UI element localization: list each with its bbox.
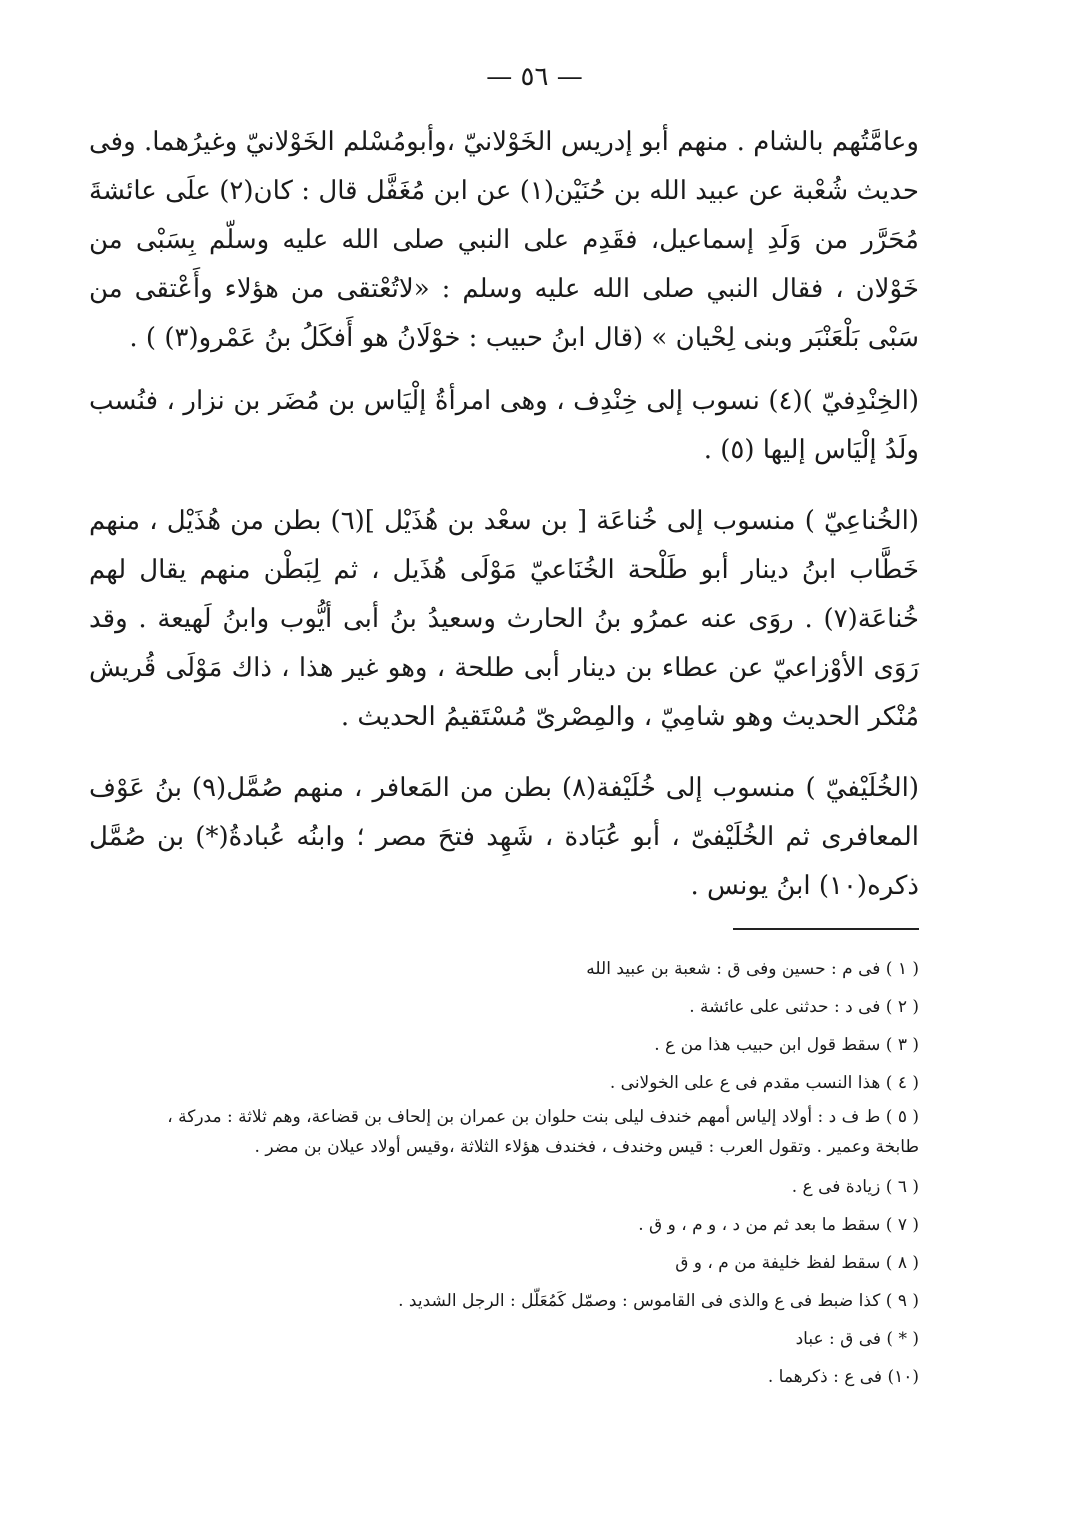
paragraph-khawlani: وعامَّتُهم بالشام . منهم أبو إدريس الخَوْلانيّ ،وأبومُسْلم الخَوْلانيّ وغيرُهما. وفى حديث شُعْبة عن عبيد الله بن حُنَيْن(١) عن ابن مُغَفَّل قال : كان(٢) علَى عائشةَ مُحَرَّر من وَلَدِ إسماعيل، فقَدِم على النبي صلى الله عليه وسلّم بِسَبْى من خَوْلان ، فقال النبي صلى الله عليه وسلم : «لاتُعْتقى من هؤلاء وأَعْتقى من سَبْى بَلْعَنْبَر وبنى لِحْيان » (قال ابنُ حبيب : خوْلَانُ هو أَفكَلُ بنُ عَمْرو(٣) ) . bbox=[89, 127, 919, 353]
paragraph-khulayfi: (الخُلَيْفيّ ) منسوب إلى خُلَيْفة(٨) بطن من المَعافر ، منهم صُمَّل(٩) بنُ عَوْف المعافرى ثم الخُلَيْفىّ ، أبو عُبَادة ، شَهِد فتحَ مصر ؛ وابنُه عُبادةُ(*) بن صُمَّل ذكره(١٠) ابنُ يونس . bbox=[89, 773, 919, 901]
footnote: ( ٩ ) كذا ضبط فى ع والذى فى القاموس : وصمّل كَمُعَلّل : الرجل الشديد . bbox=[398, 1291, 919, 1311]
footnote: ( ٦ ) زيادة فى ع . bbox=[791, 1177, 919, 1197]
page-number: — ٥٦ — bbox=[486, 62, 583, 92]
footnote: ( * ) فى ق : عباد bbox=[795, 1329, 919, 1349]
footnotes-section bbox=[119, 950, 919, 1396]
footnote: ( ٨ ) سقط لفظ خليفة من م ، و ق bbox=[675, 1253, 919, 1273]
footnote-divider bbox=[733, 928, 919, 930]
paragraph-khindifi: (الخِنْدِفيّ )(٤) نسوب إلى خِنْدِف ، وهى امرأةُ إلْيَاس بن مُضَر بن نزار ، فنُسب ولَدُ إلْيَاس إليها (٥) . bbox=[89, 386, 919, 465]
footnote: ( ٤ ) هذا النسب مقدم فى ع على الخولانى . bbox=[609, 1073, 919, 1093]
footnote: ( ٧ ) سقط ما بعد ثم من د ، و م ، و ق . bbox=[638, 1215, 919, 1235]
footnote: ( ١ ) فى م : حسين وفى ق : شعبة بن عبيد الله bbox=[586, 959, 919, 979]
footnote: ( ٥ ) ط ف د : أولاد إلياس أمهم خندف ليلى بنت حلوان بن عمران بن إلحاف بن قضاعة، وهم ثلاثة : مدركة ، طابخة وعمير . وتقول العرب : قيس وخندف ، فخندف هؤلاء الثلاثة ،وقيس أولاد عيلان بن مضر . bbox=[167, 1107, 919, 1157]
footnote: ( ٣ ) سقط قول ابن حبيب هذا من ع . bbox=[654, 1035, 919, 1055]
footnote: (١٠) فى ع : ذكرهما . bbox=[767, 1367, 919, 1387]
paragraph-khunaai: (الخُناعِيّ ) منسوب إلى خُناعَة [ بن سعْد بن هُذَيْل ](٦) بطن من هُذَيْل ، منهم خَطَّاب ابنُ دينار أبو طَلْحة الخُنَاعيّ مَوْلَى هُذَيل ، ثم لِبَطْن منهم يقال لهم خُناعَة(٧) . روَى عنه عمرُو بنُ الحارث وسعيدُ بنُ أبى أيُّوب وابنُ لَهيعة . وقد رَوَى الأوْزاعيّ عن عطاء بن دينار أبى طلحة ، وهو غير هذا ، ذاك مَوْلَى قُريش مُنْكر الحديث وهو شامِيّ ، والمِصْرىّ مُسْتَقيمُ الحديث . bbox=[89, 506, 920, 732]
footnote: ( ٢ ) فى د : حدثنى على عائشة . bbox=[689, 997, 919, 1017]
main-text-body bbox=[89, 118, 919, 933]
